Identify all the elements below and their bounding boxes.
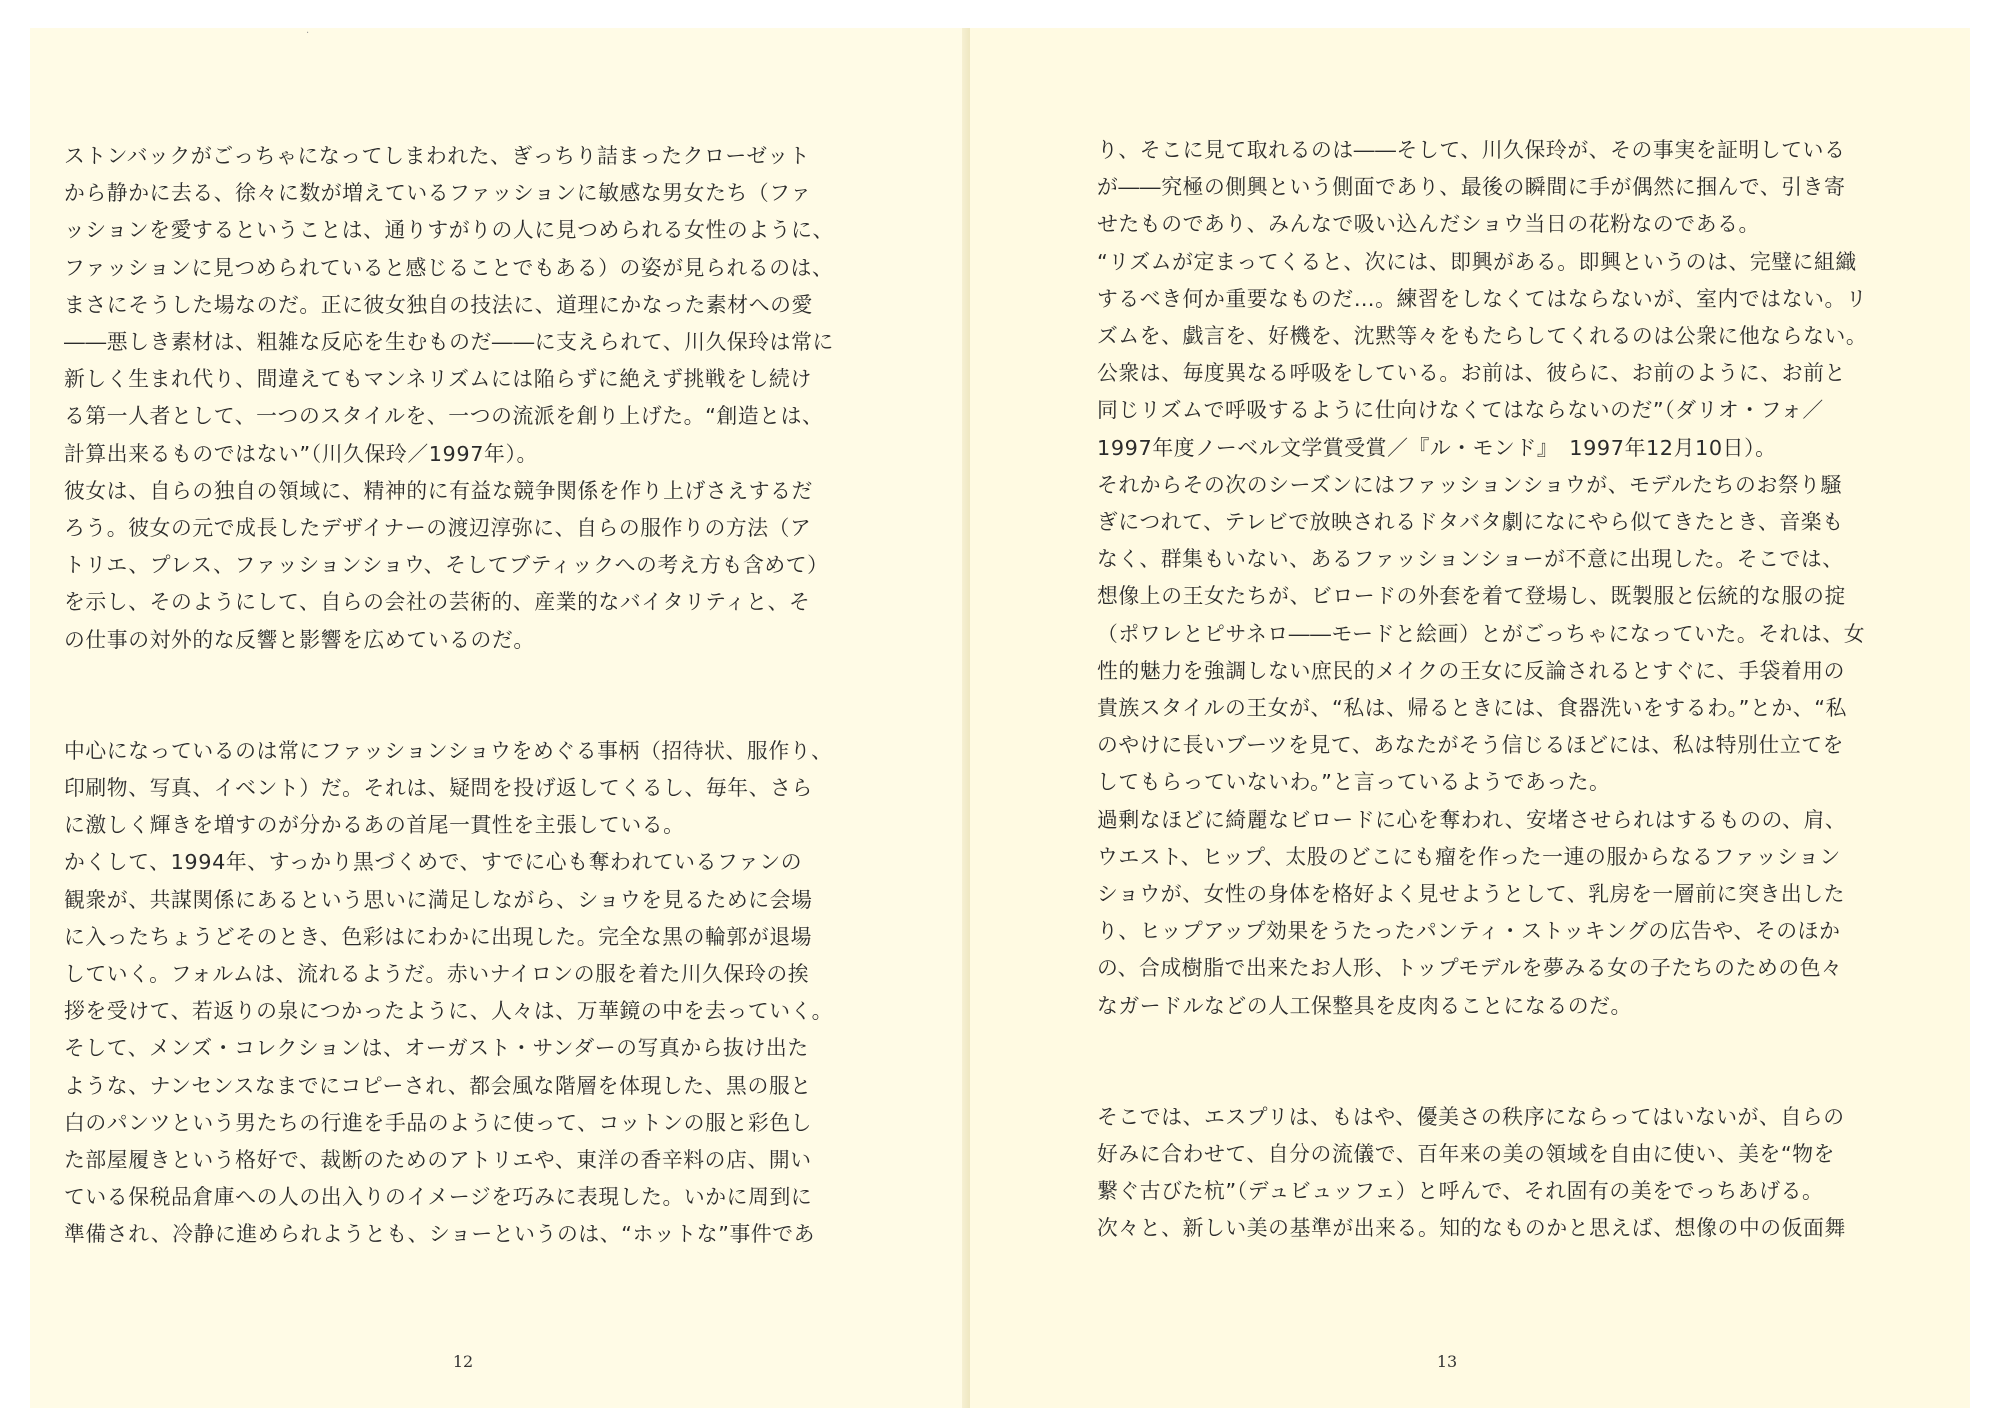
right-page (970, 28, 1970, 1408)
text-line: 拶を受けて、若返りの泉につかったように、人々は、万華鏡の中を去っていく。 (64, 999, 834, 1024)
right-page-text (1097, 132, 1957, 1248)
text-line: ショウが、女性の身体を格好よく見せようとして、乳房を一層前に突き出した (1097, 882, 1846, 907)
text-line: 中心になっているのは常にファッションショウをめぐる事柄（招待状、服作り、 (64, 738, 833, 763)
text-line: トリエ、プレス、ファッションショウ、そしてブティックへの考え方も含めて） (64, 553, 829, 578)
text-line: まさにそうした場なのだ。正に彼女独自の技法に、道理にかなった素材への愛 (64, 292, 813, 317)
text-line: 観衆が、共謀関係にあるという思いに満足しながら、ショウを見るために会場 (64, 887, 813, 912)
text-line: 過剰なほどに綺麗なビロードに心を奪われ、安堵させられはするものの、肩、 (1097, 807, 1847, 832)
text-line: “リズムが定まってくると、次には、即興がある。即興というのは、完璧に組織 (1097, 249, 1857, 274)
text-line: 公衆は、毎度異なる呼吸をしている。お前は、彼らに、お前のように、お前と (1097, 361, 1846, 386)
text-line: 白のパンツという男たちの行進を手品のように使って、コットンの服と彩色し (64, 1110, 813, 1135)
text-line: の仕事の対外的な反響と影響を広めているのだ。 (64, 627, 535, 652)
paragraph-gap (64, 659, 944, 733)
text-line: ズムを、戯言を、好機を、沈黙等々をもたらしてくれるのは公衆に他ならない。 (1097, 324, 1868, 349)
text-line: ウエスト、ヒップ、太股のどこにも瘤を作った一連の服からなるファッション (1097, 844, 1841, 869)
text-line: していく。フォルムは、流れるようだ。赤いナイロンの服を着た川久保玲の挨 (64, 962, 810, 987)
text-line: 貴族スタイルの王女が、“私は、帰るときには、食器洗いをするわ。”とか、“私 (1097, 696, 1847, 721)
text-line: 次々と、新しい美の基準が出来る。知的なものかと思えば、想像の中の仮面舞 (1097, 1216, 1846, 1241)
text-line: するべき何か重要なものだ…。練習をしなくてはならないが、室内ではない。リ (1097, 286, 1868, 311)
text-line: た部屋履きという格好で、裁断のためのアトリエや、東洋の香辛料の店、開い (64, 1148, 812, 1173)
text-line: から静かに去る、徐々に数が増えているファッションに敏感な男女たち（ファ (64, 181, 812, 206)
text-line: を示し、そのようにして、自らの会社の芸術的、産業的なバイタリティと、そ (64, 590, 811, 615)
text-line: ――悪しき素材は、粗雑な反応を生むものだ――に支えられて、川久保玲は常に (64, 330, 834, 355)
print-speck: · (306, 28, 310, 39)
text-line: 性的魅力を強調しない庶民的メイクの王女に反論されるとすぐに、手袋着用の (1097, 658, 1846, 683)
page-number: 12 (452, 1352, 474, 1371)
left-page (30, 28, 970, 1408)
text-line: なガードルなどの人工保整具を皮肉ることになるのだ。 (1097, 993, 1632, 1018)
text-line: ッションを愛するということは、通りすがりの人に見つめられる女性のように、 (64, 218, 834, 243)
text-line: の、合成樹脂で出来たお人形、トップモデルを夢みる女の子たちのための色々 (1097, 956, 1843, 981)
text-line: そして、メンズ・コレクションは、オーガスト・サンダーの写真から抜け出た (64, 1036, 809, 1061)
text-line: り、そこに見て取れるのは――そして、川久保玲が、その事実を証明している (1097, 138, 1846, 162)
text-line: なく、群集もいない、あるファッションショーが不意に出現した。そこでは、 (1097, 547, 1844, 572)
text-line: 新しく生まれ代り、間違えてもマンネリズムには陥らずに絶えず挑戦をし続け (64, 367, 812, 392)
text-line: せたものであり、みんなで吸い込んだショウ当日の花粉なのである。 (1097, 212, 1760, 237)
text-line: そこでは、エスプリは、もはや、優美さの秩序にならってはいないが、自らの (1097, 1104, 1845, 1129)
text-line: してもらっていないわ。”と言っているようであった。 (1097, 770, 1611, 795)
text-line: ている保税品倉庫への人の出入りのイメージを巧みに表現した。いかに周到に (64, 1185, 813, 1210)
text-line: ような、ナンセンスなまでにコピーされ、都会風な階層を体現した、黒の服と (64, 1073, 812, 1098)
text-line: が――究極の側興という側面であり、最後の瞬間に手が偶然に掴んで、引き寄 (1097, 175, 1846, 200)
text-line: 想像上の王女たちが、ビロードの外套を着て登場し、既製服と伝統的な服の掟 (1097, 584, 1846, 609)
text-line: 同じリズムで呼吸するように仕向けなくてはならないのだ”（ダリオ・フォ／ (1097, 398, 1824, 423)
text-line: 計算出来るものではない”（川久保玲／1997年）。 (64, 441, 538, 466)
text-line: それからその次のシーズンにはファッションショウが、モデルたちのお祭り騒 (1097, 472, 1843, 497)
text-line: ファッションに見つめられていると感じることでもある）の姿が見られるのは、 (64, 255, 834, 280)
text-line: のやけに長いブーツを見て、あなたがそう信じるほどには、私は特別仕立てを (1097, 733, 1845, 758)
text-line: 準備され、冷静に進められようとも、ショーというのは、“ホットな”事件であ (64, 1222, 816, 1247)
text-line: り、ヒップアップ効果をうたったパンティ・ストッキングの広告や、そのほか (1097, 919, 1841, 944)
text-line: に入ったちょうどそのとき、色彩はにわかに出現した。完全な黒の輪郭が退場 (64, 924, 813, 949)
text-line: ろう。彼女の元で成長したデザイナーの渡辺淳弥に、自らの服作りの方法（ア (64, 516, 812, 541)
text-line: る第一人者として、一つのスタイルを、一つの流派を創り上げた。“創造とは、 (64, 404, 824, 429)
text-line: （ポワレとピサネロ――モードと絵画）とがごっちゃになっていた。それは、女 (1097, 621, 1866, 646)
text-line: 繋ぐ古びた杭”（デュビュッフェ）と呼んで、それ固有の美をでっちあげる。 (1097, 1179, 1824, 1204)
paragraph-gap (1097, 1025, 1957, 1099)
text-line: 印刷物、写真、イベント）だ。それは、疑問を投げ返してくるし、毎年、さら (64, 776, 813, 801)
text-line: ぎにつれて、テレビで放映されるドタバタ劇になにやら似てきたとき、音楽も (1097, 510, 1844, 535)
text-line: 彼女は、自らの独自の領域に、精神的に有益な競争関係を作り上げさえするだ (64, 478, 813, 503)
text-line: 1997年度ノーベル文学賞受賞／『ル・モンド』 1997年12月10日）。 (1097, 435, 1777, 460)
text-line: 好みに合わせて、自分の流儀で、百年来の美の領域を自由に使い、美を“物を (1097, 1142, 1836, 1167)
text-line: に激しく輝きを増すのが分かるあの首尾一貫性を主張している。 (64, 813, 685, 838)
left-page-text (64, 138, 944, 1254)
page-number: 13 (1436, 1352, 1458, 1371)
text-line: かくして、1994年、すっかり黒づくめで、すでに心も奪われているファンの (64, 850, 803, 875)
text-line: ストンバックがごっちゃになってしまわれた、ぎっちり詰まったクローゼット (64, 144, 811, 168)
